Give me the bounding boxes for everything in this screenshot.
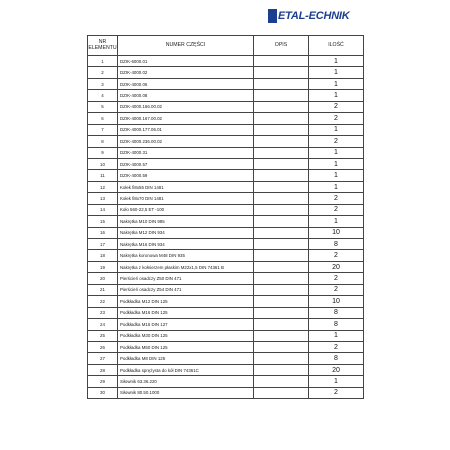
- logo-letter-block-icon: [268, 9, 277, 23]
- header-quantity: ILOŚĆ: [309, 36, 364, 56]
- table-header-row: [88, 36, 364, 56]
- quantity-cell: 10: [309, 296, 364, 307]
- description-cell: [254, 113, 309, 124]
- element-number-cell: 15: [88, 216, 118, 227]
- table-row: [88, 56, 364, 67]
- part-number-cell: Nakrętka z kołnierzem płaskim M22x1,5 DIN 74361 B: [118, 261, 254, 272]
- element-number-cell: 1: [88, 56, 118, 67]
- quantity-cell: 1: [309, 124, 364, 135]
- element-number-cell: 29: [88, 376, 118, 387]
- part-number-cell: DZIK-4000.59: [118, 170, 254, 181]
- quantity-cell: 1: [309, 90, 364, 101]
- description-cell: [254, 250, 309, 261]
- part-number-cell: Podkładka M12 DIN 125: [118, 296, 254, 307]
- table-row: [88, 147, 364, 158]
- table-row: [88, 330, 364, 341]
- quantity-cell: 2: [309, 204, 364, 215]
- quantity-cell: 2: [309, 387, 364, 398]
- table-row: [88, 364, 364, 375]
- part-number-cell: DZIK-4000.31: [118, 147, 254, 158]
- description-cell: [254, 353, 309, 364]
- description-cell: [254, 147, 309, 158]
- element-number-cell: 20: [88, 273, 118, 284]
- table-row: [88, 67, 364, 78]
- description-cell: [254, 319, 309, 330]
- description-cell: [254, 204, 309, 215]
- part-number-cell: DZIK-4000.177.06.01: [118, 124, 254, 135]
- table-row: [88, 261, 364, 272]
- table-row: [88, 216, 364, 227]
- element-number-cell: 3: [88, 78, 118, 89]
- table-row: [88, 376, 364, 387]
- company-logo: [268, 6, 350, 26]
- element-number-cell: 19: [88, 261, 118, 272]
- description-cell: [254, 158, 309, 169]
- element-number-cell: 13: [88, 193, 118, 204]
- element-number-cell: 22: [88, 296, 118, 307]
- quantity-cell: 1: [309, 216, 364, 227]
- element-number-cell: 21: [88, 284, 118, 295]
- description-cell: [254, 67, 309, 78]
- quantity-cell: 2: [309, 250, 364, 261]
- table-row: [88, 239, 364, 250]
- element-number-cell: 23: [88, 307, 118, 318]
- table-row: [88, 158, 364, 169]
- parts-list-table: [87, 35, 364, 399]
- part-number-cell: Kołek fi8x70 DIN 1481: [118, 193, 254, 204]
- table-row: [88, 101, 364, 112]
- part-number-cell: DZIK-4000.06: [118, 78, 254, 89]
- description-cell: [254, 376, 309, 387]
- part-number-cell: Podkładka M16 DIN 127: [118, 319, 254, 330]
- quantity-cell: 2: [309, 193, 364, 204]
- description-cell: [254, 330, 309, 341]
- quantity-cell: 2: [309, 341, 364, 352]
- part-number-cell: DZIK-6000.01: [118, 56, 254, 67]
- part-number-cell: Pierścień osadczy Z54 DIN 471: [118, 284, 254, 295]
- part-number-cell: DZIK-4000.08: [118, 90, 254, 101]
- element-number-cell: 9: [88, 147, 118, 158]
- part-number-cell: DZIK-4000.02: [118, 67, 254, 78]
- element-number-cell: 18: [88, 250, 118, 261]
- quantity-cell: 2: [309, 284, 364, 295]
- element-number-cell: 30: [88, 387, 118, 398]
- element-number-cell: 4: [88, 90, 118, 101]
- table-row: [88, 353, 364, 364]
- quantity-cell: 1: [309, 147, 364, 158]
- part-number-cell: DZIK-4000.57: [118, 158, 254, 169]
- quantity-cell: 10: [309, 227, 364, 238]
- quantity-cell: 2: [309, 136, 364, 147]
- description-cell: [254, 101, 309, 112]
- description-cell: [254, 124, 309, 135]
- element-number-cell: 24: [88, 319, 118, 330]
- description-cell: [254, 284, 309, 295]
- table-row: [88, 341, 364, 352]
- quantity-cell: 20: [309, 364, 364, 375]
- table-row: [88, 170, 364, 181]
- element-number-cell: 11: [88, 170, 118, 181]
- element-number-cell: 7: [88, 124, 118, 135]
- description-cell: [254, 227, 309, 238]
- table-row: [88, 250, 364, 261]
- description-cell: [254, 307, 309, 318]
- description-cell: [254, 341, 309, 352]
- quantity-cell: 2: [309, 273, 364, 284]
- part-number-cell: Siłownik 80.50.1000: [118, 387, 254, 398]
- quantity-cell: 1: [309, 67, 364, 78]
- description-cell: [254, 364, 309, 375]
- quantity-cell: 2: [309, 113, 364, 124]
- element-number-cell: 28: [88, 364, 118, 375]
- part-number-cell: Nakrętka M12 DIN 934: [118, 227, 254, 238]
- table-row: [88, 204, 364, 215]
- element-number-cell: 5: [88, 101, 118, 112]
- table-row: [88, 273, 364, 284]
- table-row: [88, 296, 364, 307]
- part-number-cell: Koło 560-22,5 ET -100: [118, 204, 254, 215]
- element-number-cell: 12: [88, 181, 118, 192]
- quantity-cell: 1: [309, 56, 364, 67]
- description-cell: [254, 136, 309, 147]
- element-number-cell: 14: [88, 204, 118, 215]
- part-number-cell: Podkładka M50 DIN 125: [118, 341, 254, 352]
- header-element-number: [88, 36, 118, 56]
- quantity-cell: 2: [309, 101, 364, 112]
- description-cell: [254, 181, 309, 192]
- part-number-cell: Podkładka M8 DIN 125: [118, 353, 254, 364]
- table-row: [88, 136, 364, 147]
- part-number-cell: Kołek fi8x55 DIN 1481: [118, 181, 254, 192]
- table-row: [88, 124, 364, 135]
- table-row: [88, 78, 364, 89]
- element-number-cell: 6: [88, 113, 118, 124]
- quantity-cell: 1: [309, 330, 364, 341]
- part-number-cell: Podkładka sprężysta do kół DIN 74361C: [118, 364, 254, 375]
- table-row: [88, 113, 364, 124]
- part-number-cell: Podkładka M30 DIN 125: [118, 330, 254, 341]
- quantity-cell: 1: [309, 158, 364, 169]
- header-description: OPIS: [254, 36, 309, 56]
- table-row: [88, 90, 364, 101]
- description-cell: [254, 56, 309, 67]
- element-number-cell: 27: [88, 353, 118, 364]
- element-number-cell: 25: [88, 330, 118, 341]
- quantity-cell: 8: [309, 353, 364, 364]
- description-cell: [254, 296, 309, 307]
- quantity-cell: 1: [309, 181, 364, 192]
- table-row: [88, 193, 364, 204]
- table-row: [88, 387, 364, 398]
- part-number-cell: Podkładka M16 DIN 125: [118, 307, 254, 318]
- element-number-cell: 16: [88, 227, 118, 238]
- logo-text: ETAL-ECHNIK: [278, 10, 350, 22]
- description-cell: [254, 216, 309, 227]
- quantity-cell: 1: [309, 376, 364, 387]
- table-row: [88, 227, 364, 238]
- description-cell: [254, 239, 309, 250]
- part-number-cell: DZIK-4000.236.00.02: [118, 136, 254, 147]
- description-cell: [254, 170, 309, 181]
- quantity-cell: 8: [309, 307, 364, 318]
- part-number-cell: Nakrętka koronowa M48 DIN 935: [118, 250, 254, 261]
- quantity-cell: 8: [309, 239, 364, 250]
- element-number-cell: 8: [88, 136, 118, 147]
- header-part-number: NUMER CZĘŚCI: [118, 36, 254, 56]
- quantity-cell: 8: [309, 319, 364, 330]
- part-number-cell: DZIK-4000.167.00.02: [118, 113, 254, 124]
- quantity-cell: 20: [309, 261, 364, 272]
- description-cell: [254, 78, 309, 89]
- element-number-cell: 2: [88, 67, 118, 78]
- description-cell: [254, 261, 309, 272]
- header-nr-line2: ELEMENTU: [88, 44, 117, 51]
- table-row: [88, 181, 364, 192]
- element-number-cell: 26: [88, 341, 118, 352]
- part-number-cell: Nakrętka M16 DIN 934: [118, 239, 254, 250]
- description-cell: [254, 90, 309, 101]
- description-cell: [254, 193, 309, 204]
- part-number-cell: Pierścień osadczy Z50 DIN 471: [118, 273, 254, 284]
- part-number-cell: Siłownik 63.36.220: [118, 376, 254, 387]
- part-number-cell: DZIK-4000.166.00.02: [118, 101, 254, 112]
- element-number-cell: 10: [88, 158, 118, 169]
- header-nr-line1: NR: [98, 38, 107, 45]
- quantity-cell: 1: [309, 170, 364, 181]
- description-cell: [254, 387, 309, 398]
- table-row: [88, 284, 364, 295]
- element-number-cell: 17: [88, 239, 118, 250]
- quantity-cell: 1: [309, 78, 364, 89]
- table-row: [88, 319, 364, 330]
- description-cell: [254, 273, 309, 284]
- part-number-cell: Nakrętka M10 DIN 985: [118, 216, 254, 227]
- table-row: [88, 307, 364, 318]
